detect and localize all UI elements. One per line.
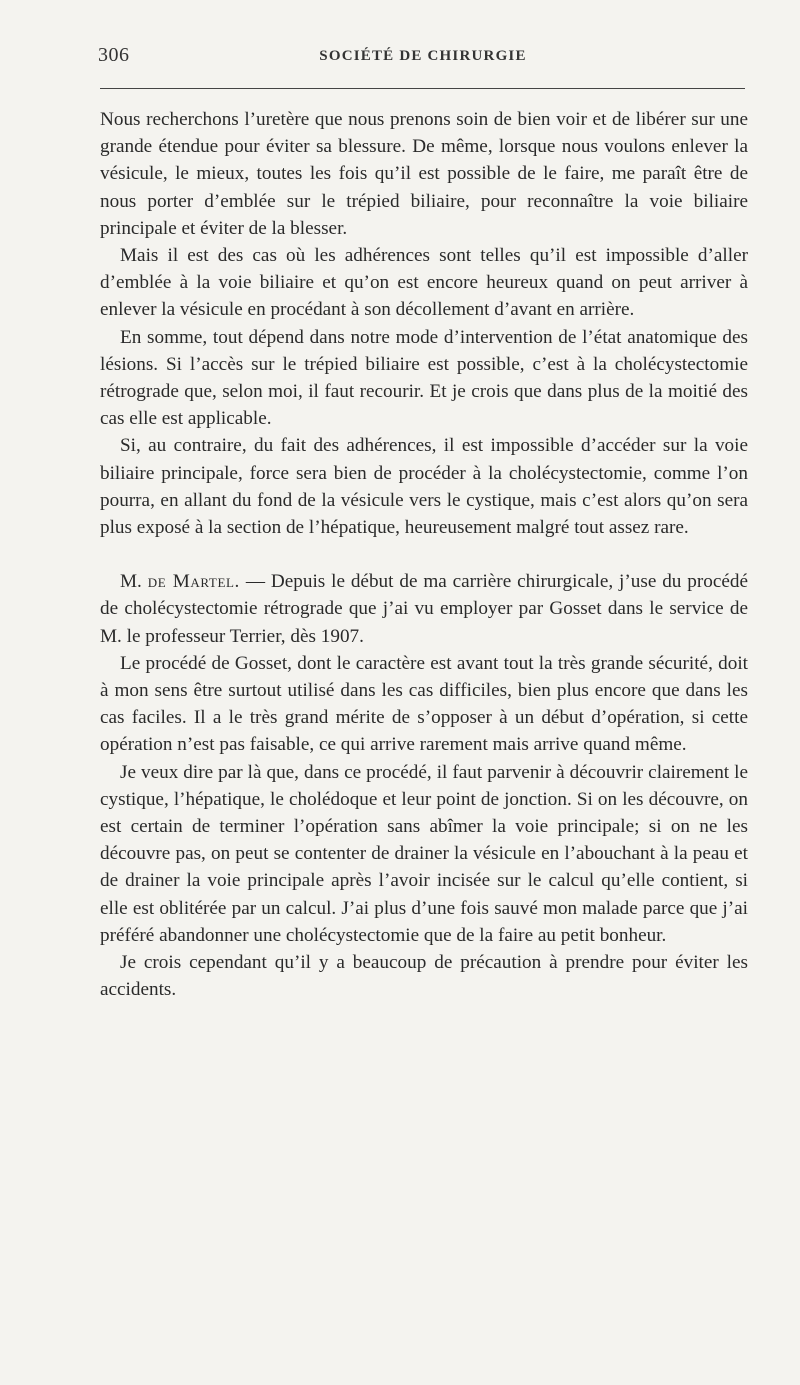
header-rule bbox=[100, 88, 745, 89]
body-text bbox=[100, 106, 748, 1004]
speaker-particle: de bbox=[147, 571, 173, 593]
paragraph: En somme, tout dépend dans notre mode d’intervention de l’état anatomique des lésions. Si l’accès sur le trépied biliaire est possible, c’est à la cholécystectomie rétrograde que, selon moi, il faut recourir. Et je crois que dans plus de la moitié des cas elle est applicable. bbox=[100, 326, 748, 430]
speaker-prefix: M. bbox=[120, 571, 148, 593]
speaker-name: Martel. bbox=[172, 571, 240, 593]
paragraph: Je veux dire par là que, dans ce procédé, il faut parvenir à découvrir clairement le cystique, l’hépatique, le cholédoque et leur point de jonction. Si on les découvre, on est certain de terminer l’opération sans abîmer la voie principale; si on ne les découvre pas, on peut se contenter de drainer la vésicule en l’abouchant à la peau et de drainer la voie principale après l’avoir incisée sur le calcul qu’elle contient, si elle est oblitérée par un calcul. J’ai plus d’une fois sauvé mon malade parce que j’ai préféré abandonner une cholécystectomie que de la faire au petit bonheur. bbox=[100, 761, 748, 946]
page-number: 306 bbox=[98, 44, 130, 66]
running-head: SOCIÉTÉ DE CHIRURGIE bbox=[319, 48, 527, 64]
page-header bbox=[98, 44, 748, 74]
paragraph: Mais il est des cas où les adhérences sont telles qu’il est impossible d’aller d’emblée à la voie biliaire et qu’on est encore heureux quand on peut arriver à enlever la vésicule en procédant à son décollement d’avant en arrière. bbox=[100, 245, 748, 321]
paragraph: Le procédé de Gosset, dont le caractère est avant tout la très grande sécurité, doit à mon sens être surtout utilisé dans les cas difficiles, bien plus encore que dans les cas faciles. Il a le très grand mérite de s’opposer à un début d’opération, si cette opération n’est pas faisable, ce qui arrive rarement mais arrive quand même. bbox=[100, 652, 748, 756]
paragraph: Je crois cependant qu’il y a beaucoup de précaution à prendre pour éviter les accidents. bbox=[100, 952, 748, 1001]
paragraph: Si, au contraire, du fait des adhérences, il est impossible d’accéder sur la voie biliaire principale, force sera bien de procéder à la cholécystectomie, comme l’on pourra, en allant du fond de la vésicule vers le cystique, mais c’est alors qu’on sera plus exposé à la section de l’hépatique, heureusement malgré tout assez rare. bbox=[100, 435, 748, 539]
paragraph: Nous recherchons l’uretère que nous prenons soin de bien voir et de libérer sur une grande étendue pour éviter sa blessure. De même, lorsque nous voulons enlever la vésicule, le mieux, toutes les fois qu’il est possible de le faire, me paraît être de nous porter d’emblée sur le trépied biliaire, pour reconnaître la voie biliaire principale et éviter de la blesser. bbox=[100, 109, 748, 239]
speaker-text: — Depuis le début de ma carrière chirurgicale, j’use du procédé de cholécystectomie rétrograde que j’ai vu employer par Gosset dans le service de M. le professeur Terrier, dès 1907. bbox=[100, 571, 748, 647]
speaker-paragraph bbox=[100, 568, 748, 650]
